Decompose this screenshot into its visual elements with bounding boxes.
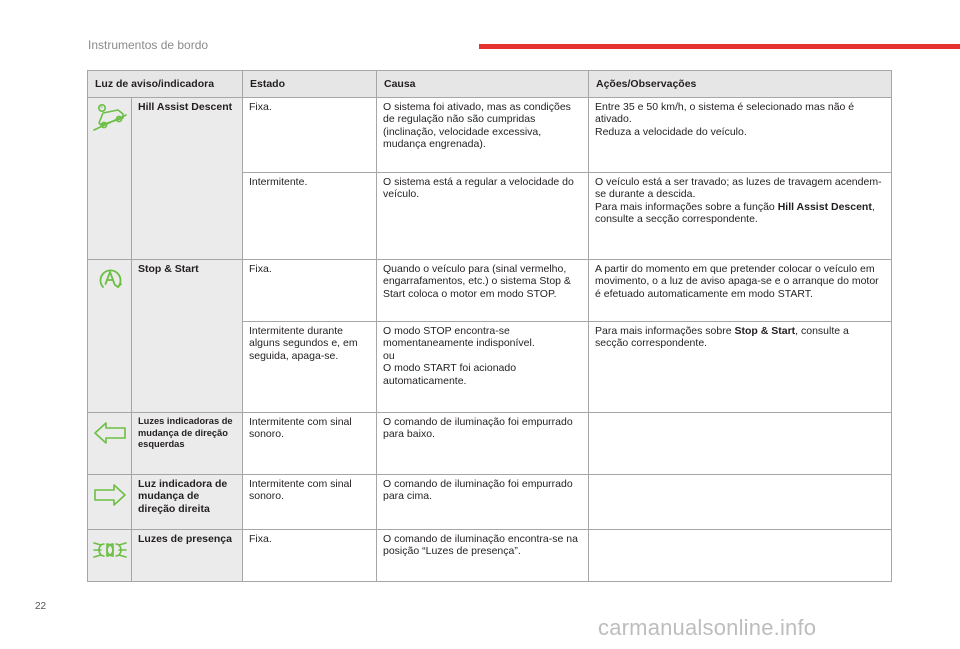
cause-cell: O comando de iluminação foi empurrado para baixo. — [377, 413, 589, 475]
actions-cell — [589, 322, 892, 413]
actions-text-pre: Para mais informações sobre a função — [595, 200, 778, 213]
stop-start-icon — [88, 265, 131, 293]
state-cell: Fixa. — [243, 260, 377, 322]
watermark: carmanualsonline.info — [598, 615, 817, 640]
cause-text: O modo START foi acionado automaticamente. — [383, 362, 517, 387]
cause-cell — [377, 322, 589, 413]
state-cell: Fixa. — [243, 98, 377, 173]
cause-text: O modo STOP encontra-se momentaneamente indisponível. — [383, 325, 535, 350]
warning-name: Luz indicadora de mudança de direção direita — [132, 475, 243, 530]
header-accent-bar — [479, 44, 960, 49]
left-arrow-icon — [88, 421, 131, 445]
hill-descent-icon — [88, 103, 131, 133]
right-arrow-icon — [88, 483, 131, 507]
icon-cell — [88, 260, 132, 413]
table-header-row — [88, 71, 892, 98]
state-cell: Fixa. — [243, 530, 377, 582]
state-cell: Intermitente com sinal sonoro. — [243, 413, 377, 475]
actions-text-post: , consulte a secção correspondente. — [595, 325, 849, 350]
actions-cell — [589, 530, 892, 582]
cause-cell: O comando de iluminação encontra-se na posição “Luzes de presença”. — [377, 530, 589, 582]
cause-cell: O sistema está a regular a velocidade do veículo. — [377, 173, 589, 260]
column-header-actions: Ações/Observações — [589, 71, 892, 98]
icon-cell — [88, 413, 132, 475]
warning-name: Hill Assist Descent — [132, 98, 243, 260]
cause-cell: O comando de iluminação foi empurrado para cima. — [377, 475, 589, 530]
icon-cell — [88, 530, 132, 582]
icon-cell — [88, 98, 132, 260]
actions-text — [595, 201, 884, 226]
state-cell: Intermitente. — [243, 173, 377, 260]
actions-cell — [589, 98, 892, 173]
column-header-state: Estado — [243, 71, 377, 98]
actions-text-pre: Para mais informações sobre — [595, 325, 735, 337]
svg-text:*: * — [99, 106, 103, 112]
actions-cell: A partir do momento em que pretender colocar o veículo em movimento, o a luz de aviso apaga-se e o arranque do motor é efetuado automaticamente em modo START. — [589, 260, 892, 322]
actions-cell — [589, 475, 892, 530]
table-row — [88, 530, 892, 582]
actions-text: Reduza a velocidade do veículo. — [595, 125, 747, 138]
actions-text: Entre 35 e 50 km/h, o sistema é selecionado mas não é ativado. — [595, 101, 855, 126]
actions-text-post: , consulte a secção correspondente. — [595, 200, 875, 226]
position-lights-icon — [88, 538, 131, 562]
cause-text: ou — [383, 349, 395, 362]
warning-name: Luzes de presença — [132, 530, 243, 582]
page-number: 22 — [35, 601, 47, 612]
actions-text-bold: Stop & Start — [734, 325, 796, 337]
column-header-light: Luz de aviso/indicadora — [88, 71, 243, 98]
state-cell: Intermitente durante alguns segundos e, em seguida, apaga-se. — [243, 322, 377, 413]
warning-name: Stop & Start — [132, 260, 243, 413]
table-row — [88, 475, 892, 530]
actions-cell — [589, 173, 892, 260]
column-header-cause: Causa — [377, 71, 589, 98]
table-row — [88, 98, 892, 173]
cause-cell: Quando o veículo para (sinal vermelho, engarrafamentos, etc.) o sistema Stop & Start coloca o motor em modo STOP. — [377, 260, 589, 322]
warning-lights-table — [87, 70, 892, 582]
page-header-title: Instrumentos de bordo — [88, 38, 209, 52]
table-row — [88, 413, 892, 475]
warning-name: Luzes indicadoras de mudança de direção esquerdas — [132, 413, 243, 475]
table-row — [88, 260, 892, 322]
actions-text-bold: Hill Assist Descent — [777, 200, 872, 213]
actions-text: O veículo está a ser travado; as luzes de travagem acendem-se durante a descida. — [595, 176, 882, 201]
icon-cell — [88, 475, 132, 530]
state-cell: Intermitente com sinal sonoro. — [243, 475, 377, 530]
cause-cell: O sistema foi ativado, mas as condições de regulação não são cumpridas (inclinação, velocidade excessiva, mudança engrenada). — [377, 98, 589, 173]
actions-cell — [589, 413, 892, 475]
